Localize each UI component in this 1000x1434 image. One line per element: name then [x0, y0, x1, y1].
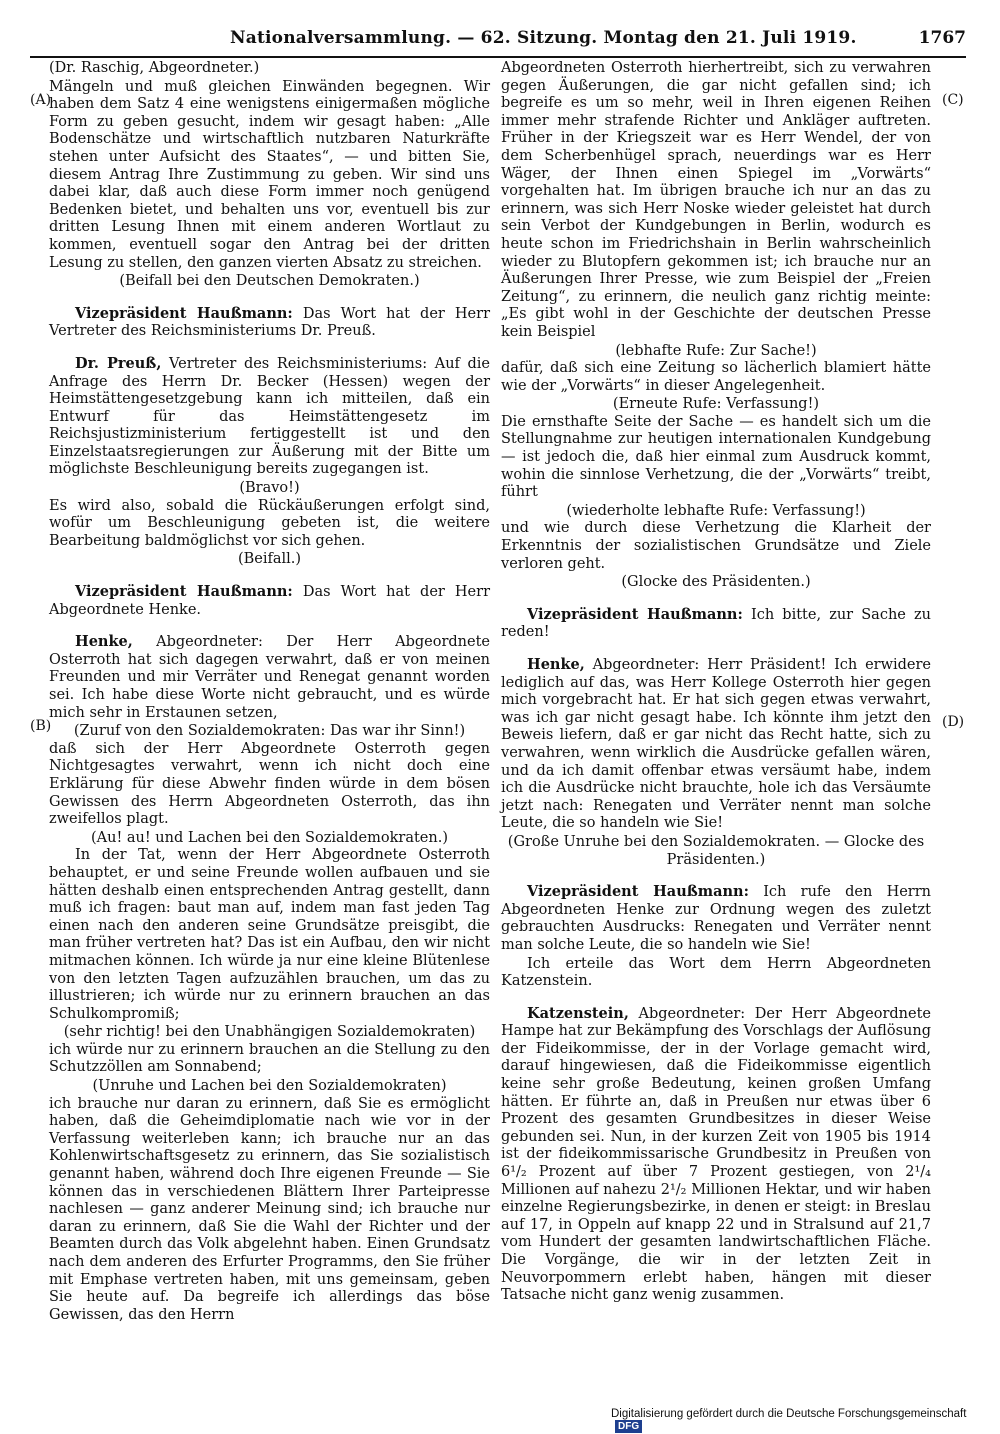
margin-marker-b: (B) [30, 718, 52, 734]
right-column [501, 60, 931, 1306]
reaction: (lebhafte Rufe: Zur Sache!) [615, 342, 817, 359]
speaker-name: Henke, [527, 656, 585, 673]
reaction: (Große Unruhe bei den Sozialdemokraten. — Glocke des Präsidenten.) [507, 833, 925, 868]
reaction: (sehr richtig! bei den Unabhängigen Sozialdemokraten) [63, 1024, 476, 1041]
margin-marker-c: (C) [942, 92, 964, 108]
paragraph: dafür, daß sich eine Zeitung so lächerlich blamiert hätte wie der „Vorwärts“ in dieser Angelegenheit. [501, 360, 931, 394]
header-title: Nationalversammlung. — 62. Sitzung. Montag den 21. Juli 1919. [230, 28, 857, 48]
paragraph-text: Das Wort hat der Herr Vertreter des Reichsministeriums Dr. Preuß. [49, 305, 491, 340]
speaker-name: Katzenstein, [527, 1004, 629, 1022]
paragraph: und wie durch diese Verhetzung die Klarheit der Erkenntnis der sozialistischen Grundsätze und Ziele verloren geht. [501, 520, 931, 572]
speaker-name: Vizepräsident Haußmann: [527, 883, 749, 901]
paragraph: Ich erteile das Wort dem Herrn Abgeordneten Katzenstein. [501, 955, 931, 990]
paragraph [501, 1005, 931, 1305]
reaction: (Beifall.) [237, 551, 302, 568]
paragraph-text: Das Wort hat der Herr Abgeordnete Henke. [49, 584, 491, 618]
paragraph [49, 305, 490, 341]
footer [611, 1408, 1000, 1433]
paragraph-text: Ich rufe den Herrn Abgeordneten Henke zur Ordnung wegen des zuletzt gebrauchten Ausdrucks: Renegaten und Verräter nennt man solche Leute, die so handeln wie Sie! [501, 884, 931, 953]
paragraph: ich brauche nur daran zu erinnern, daß Sie es ermöglicht haben, daß die Geheimdiplomatie nach wie vor in der Verfassung weiterleben kann; ich brauche nur an das Kohlenwirtschaftsgesetz zu erinnern, das Sie sozialistisch genannt haben, während doch Ihre eigenen Freunde — Sie können das in verschiedenen Blättern Ihrer Parteipresse nachlesen — ganz anderer Meinung sind; ich brauche nur daran zu erinnern, daß Sie die Wahl der Richter und der Beamten durch das Volk abgelehnt haben. Einen Grundsatz nach dem anderen des Erfurter Programms, den Sie früher mit Emphase vertreten haben, mit uns gemeinsam, geben Sie heute auf. Da begreife ich allerdings das böse Gewissen, das den Herrn [49, 1095, 490, 1323]
paragraph: ich würde nur zu erinnern brauchen an die Stellung zu den Schutzzöllen am Sonnabend; [49, 1041, 490, 1076]
paragraph-text: Ich bitte, zur Sache zu reden! [501, 606, 931, 641]
speaker-name: Vizepräsident Haußmann: [75, 304, 293, 322]
paragraph: Mängeln und muß gleichen Einwänden begegnen. Wir haben dem Satz 4 eine wenigstens einigermaßen mögliche Form zu geben gesucht, indem wir gesagt haben: „Alle Bodenschätze und wirtschaftlich nutzbaren Naturkräfte stehen unter Aufsicht des Staates“, — und bitten Sie, diesem Antrag Ihre Zustimmung zu geben. Wir sind uns dabei klar, daß auch diese Form immer noch genügend Bedenken bietet, und behalten uns vor, eventuell bis zur dritten Lesung Ihnen mit einem anderen Wortlaut zu kommen, eventuell sogar den Antrag bei der dritten Lesung zu stellen, den ganzen vierten Absatz zu streichen. [49, 78, 490, 271]
reaction: (Glocke des Präsidenten.) [621, 574, 811, 591]
speaker-name: Henke, [75, 633, 133, 651]
page-number: 1767 [918, 28, 966, 48]
reaction: (Beifall bei den Deutschen Demokraten.) [119, 273, 420, 290]
reaction: (Zuruf von den Sozialdemokraten: Das war ihr Sinn!) [73, 723, 466, 740]
paragraph-text: Abgeordneter: Herr Präsident! Ich erwidere lediglich auf das, was Herr Kollege Osterroth hier gegen mich vorgebracht hat. Er hat sich gegen etwas verwahrt, was ich gar nicht gesagt habe. Ich könnte ihm jetzt den Beweis liefern, daß er gar nicht das Recht hatte, sich zu verwahren, wenn wirklich die Ausdrücke gefallen wären, und da ich damit offenbar etwas versäumt habe, indem ich die Ausdrücke nicht brauchte, hole ich das Versäumte jetzt nach: Renegaten und Verräter nennt man solche Leute, die so handeln wie Sie! [501, 657, 932, 832]
paragraph: Abgeordneten Osterroth hierhertreibt, sich zu verwahren gegen Äußerungen, die gar nicht gefallen sind; ich begreife es um so mehr, weil in Ihren eigenen Reihen immer mehr strafende Richter und Ankläger auftreten. Früher in der Kriegszeit war es Herr Wendel, der von dem Scherbenhügel sprach, neuerdings war es Herr Wäger, der Ihnen einen Spiegel im „Vorwärts“ vorgehalten hat. Im übrigen brauche ich nur an das zu erinnern, was sich Herr Noske wieder geleistet hat durch sein Verbot der Kundgebungen in Berlin, wodurch es heute schon im Friedrichshain in Berlin wahrscheinlich wieder zu Blutopfern gekommen ist; ich brauche nur an Äußerungen Ihrer Presse, wie zum Beispiel der „Freien Zeitung“, zu erinnern, die neulich ganz richtig meinte: „Es gibt wohl in der Geschichte der deutschen Presse kein Beispiel [501, 60, 931, 340]
paragraph [501, 606, 931, 642]
speaker-name: Vizepräsident Haußmann: [75, 583, 293, 601]
reaction: (Unruhe und Lachen bei den Sozialdemokraten) [92, 1078, 447, 1095]
footer-text: Digitalisierung gefördert durch die Deutsche Forschungsgemeinschaft [611, 1408, 967, 1420]
paragraph-text: Vertreter des Reichsministeriums: Auf die Anfrage des Herrn Dr. Becker (Hessen) wegen der Heimstättengesetzgebung kann ich mitteilen, daß ein Entwurf für das Heimstättengesetz im Reichsjustizministerium fertiggestellt ist und den Einzelstaatsregierungen zur Äußerung mit der Bitte um möglichste Beschleunigung bereits zugegangen ist. [49, 355, 491, 478]
paragraph-text: Abgeordneter: Der Herr Abgeordnete Osterroth hat sich dagegen verwahrt, daß er von meinen Freunden und mir Verräter und Renegat genannt worden sei. Ich habe diese Worte nicht gebraucht, und es würde mich sehr in Erstaunen setzen, [49, 634, 490, 721]
paragraph-text: Abgeordneter: Der Herr Abgeordnete Hampe hat zur Bekämpfung des Vorschlags der Auflösung der Fideikommisse, der in der Vorlage gemacht wird, darauf hingewiesen, daß die Fideikommisse eigentlich keine sehr große Bedeutung, keinen großen Umfang hätten. Er führte an, daß in Preußen nur etwas über 6 Prozent des gesamten Grundbesitzes in dieser Weise gebunden sei. Nun, in der kurzen Zeit von 1905 bis 1914 ist der fideikommissarische Grundbesitz in Preußen von 6¹/₂ Prozent auf über 7 Prozent gestiegen, von 2¹/₄ Millionen auf nahezu 2¹/₂ Millionen Hektar, und wir haben einzelne Regierungsbezirke, in denen er steigt: in Breslau auf 17, in Oppeln auf knapp 22 und in Stralsund auf 21,7 vom Hundert der gesamten landwirtschaftlichen Fläche. Die Vorgänge, die wir in der letzten Zeit in Neuvorpommern erlebt haben, hängen mit dieser Tatsache nicht ganz wenig zusammen. [501, 1005, 931, 1304]
paragraph: In der Tat, wenn der Herr Abgeordnete Osterroth behauptet, er und seine Freunde wollen aufbauen und sie hätten deshalb einen entsprechenden Antrag gestellt, dann muß ich fragen: baut man auf, indem man fast jeden Tag einen nach den anderen seine Grundsätze preisgibt, die man früher vertreten hat? Das ist ein Aufbau, den wir nicht mitmachen können. Ich würde ja nur eine kleine Blütenlese von den letzten Tagen aufzuzählen brauchen, um das zu illustrieren; ich würde nur zu erinnern brauchen an das Schulkompromiß; [49, 847, 490, 1022]
reaction: (Erneute Rufe: Verfassung!) [612, 396, 820, 413]
paragraph [49, 633, 490, 722]
dfg-logo: DFG [615, 1420, 642, 1433]
paragraph: daß sich der Herr Abgeordnete Osterroth gegen Nichtgesagtes verwahrt, wenn ich nicht doch eine Erklärung für diese Abwehr finden würde in dem bösen Gewissen des Herrn Abgeordneten Osterroth, das ihn zweifellos plagt. [49, 740, 490, 828]
left-column [49, 60, 490, 1325]
paragraph [49, 583, 490, 619]
paragraph [501, 656, 931, 833]
paragraph: Die ernsthafte Seite der Sache — es handelt sich um die Stellungnahme zur heutigen internationalen Kundgebung — ist jedoch die, daß hier einmal zum Ausdruck kommt, wohin die sinnlose Verhetzung, die der „Vorwärts“ treibt, führt [501, 413, 931, 501]
speaker-name: Dr. Preuß, [75, 354, 162, 372]
reaction: (wiederholte lebhafte Rufe: Verfassung!) [566, 502, 866, 519]
reaction: (Au! au! und Lachen bei den Sozialdemokraten.) [90, 829, 448, 846]
paragraph: Es wird also, sobald die Rückäußerungen erfolgt sind, wofür um Beschleunigung gebeten ist, die weitere Bearbeitung baldmöglichst vor sich gehen. [49, 497, 490, 549]
reaction: (Bravo!) [239, 480, 300, 497]
margin-marker-d: (D) [942, 714, 965, 730]
speaker-name: Vizepräsident Haußmann: [527, 605, 743, 623]
speaker-note: (Dr. Raschig, Abgeordneter.) [49, 60, 260, 76]
page-header [30, 26, 966, 58]
paragraph [49, 355, 490, 479]
margin-marker-a: (A) [30, 92, 52, 108]
paragraph [501, 883, 931, 954]
